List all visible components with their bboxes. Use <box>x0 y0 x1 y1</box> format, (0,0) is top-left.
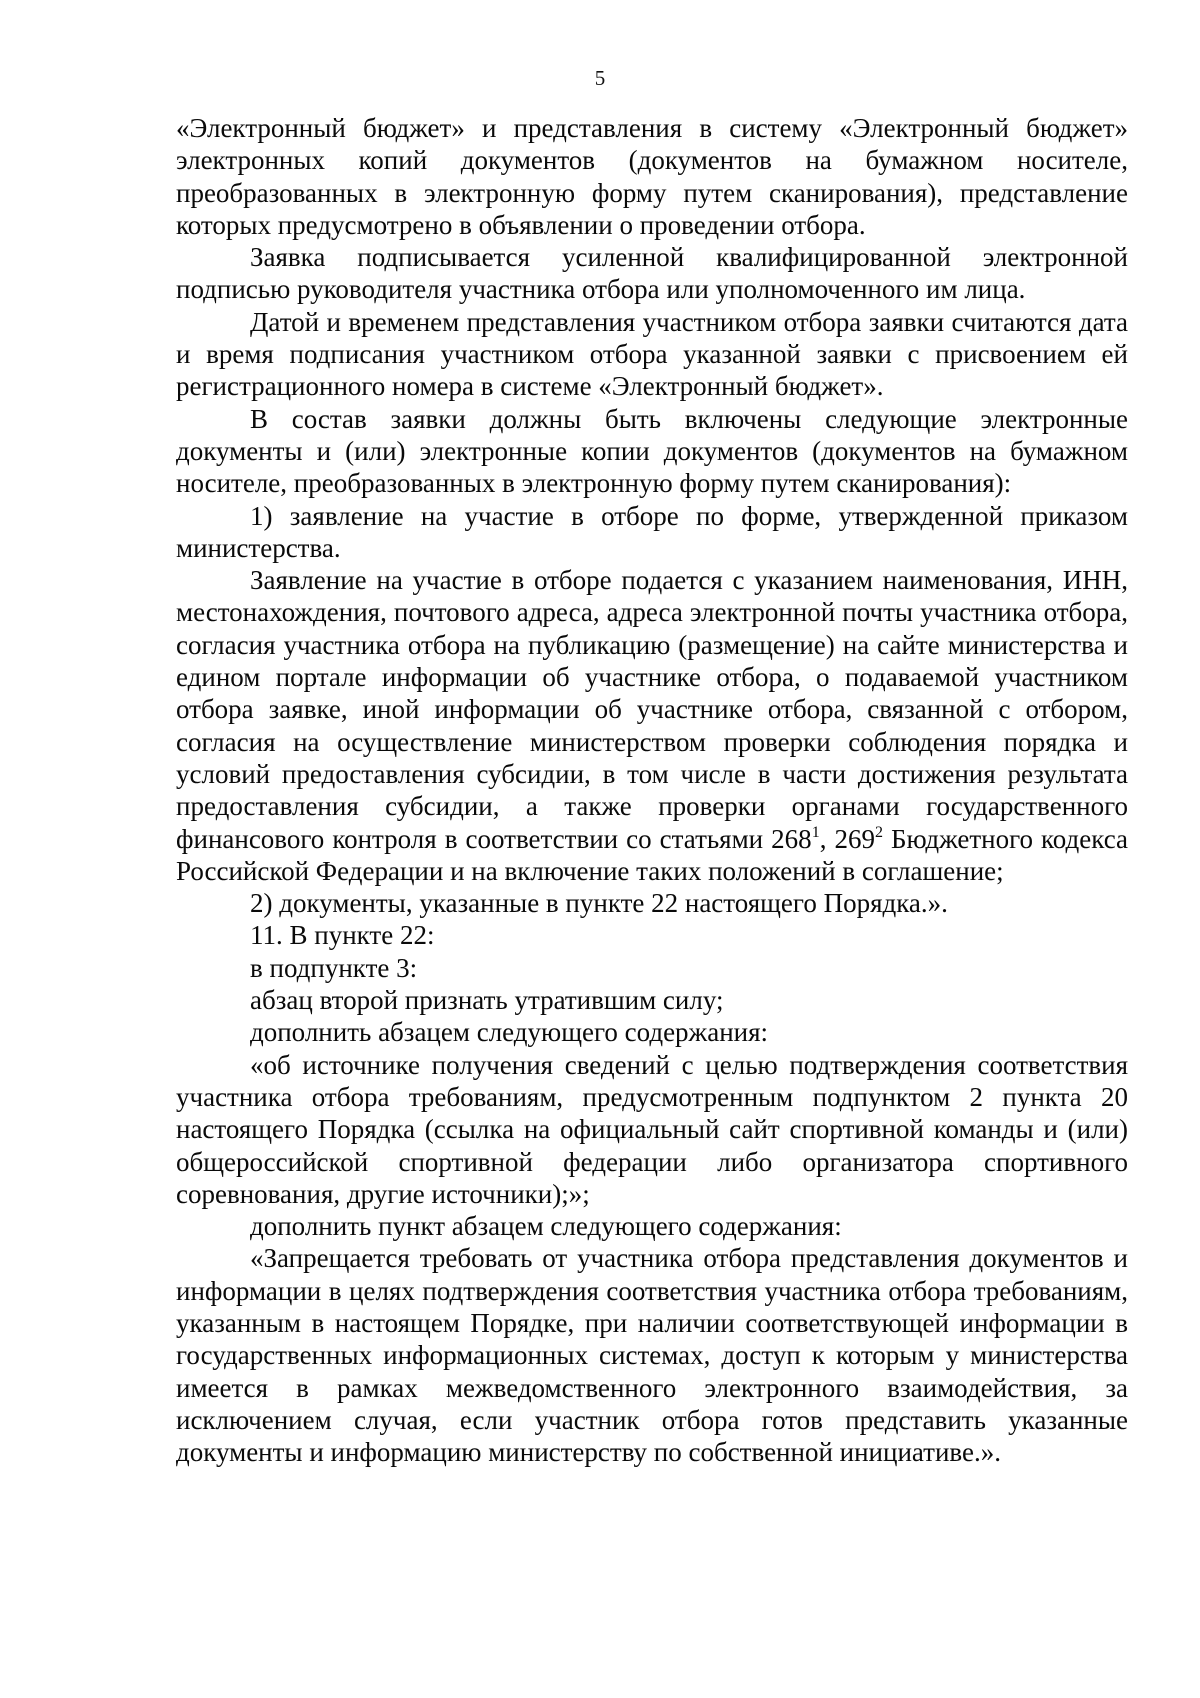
paragraph-application-details <box>176 564 1128 887</box>
document-body <box>176 112 1128 1468</box>
paragraph-application-contents: В состав заявки должны быть включены следующие электронные документы и (или) электронные копии документов (документов на бумажном носителе, преобразованных в электронную форму путем сканирования): <box>176 403 1128 499</box>
article-269-superscript: 2 <box>874 823 883 841</box>
paragraph-application-details-part-3: Бюджетного кодекса Российской Федерации и на включение таких положений в соглашение; <box>176 823 1128 886</box>
paragraph-repeal: абзац второй признать утратившим силу; <box>250 985 724 1016</box>
paragraph-subitem-3: в подпункте 3: <box>250 952 418 983</box>
paragraph-application-details-part-2: , 269 <box>819 823 875 854</box>
paragraph-submission-date: Датой и временем представления участником отбора заявки считаются дата и время подписания участником отбора указанной заявки с присвоением ей регистрационного номера в системе «Электронный бюджет». <box>176 306 1128 402</box>
paragraph-continuation: «Электронный бюджет» и представления в систему «Электронный бюджет» электронных копий документов (документов на бумажном носителе, преобразованных в электронную форму путем сканирования), представление которых предусмотрено в объявлении о проведении отбора. <box>176 113 1128 240</box>
paragraph-signature: Заявка подписывается усиленной квалифицированной электронной подписью руководителя участника отбора или уполномоченного им лица. <box>176 242 1128 305</box>
paragraph-prohibition: «Запрещается требовать от участника отбора представления документов и информации в целях подтверждения соответствия участника отбора требованиям, указанным в настоящем Порядке, при наличии соответствующей информации в государственных информационных системах, доступ к которым у министерства имеется в рамках межведомственного электронного взаимодействия, за исключением случая, если участник отбора готов представить указанные документы и информацию министерству по собственной инициативе.». <box>176 1243 1128 1468</box>
paragraph-source-info: «об источнике получения сведений с целью подтверждения соответствия участника отбора требованиям, предусмотренным подпунктом 2 пункта 20 настоящего Порядка (ссылка на официальный сайт спортивной команды и (или) общероссийской спортивной федерации либо организатора спортивного соревнования, другие источники);»; <box>176 1049 1128 1209</box>
article-268-superscript: 1 <box>811 823 820 841</box>
paragraph-add-point-clause: дополнить пункт абзацем следующего содержания: <box>250 1211 842 1242</box>
paragraph-section-11: 11. В пункте 22: <box>250 920 435 951</box>
page-number: 5 <box>594 66 606 90</box>
paragraph-item-1: 1) заявление на участие в отборе по форме, утвержденной приказом министерства. <box>176 500 1128 563</box>
paragraph-add-clause: дополнить абзацем следующего содержания: <box>250 1017 769 1048</box>
paragraph-application-details-part-1: Заявление на участие в отборе подается с указанием наименования, ИНН, местонахождения, почтового адреса, адреса электронной почты участника отбора, согласия участника отбора на публикацию (размещение) на сайте министерства и едином портале информации об участнике отбора, о подаваемой участником отбора заявке, иной информации об участнике отбора, связанной с отбором, согласия на осуществление министерством проверки соблюдения порядка и условий предоставления субсидии, в том числе в части достижения результата предоставления субсидии, а также проверки органами государственного финансового контроля в соответствии со статьями 268 <box>176 565 1128 854</box>
paragraph-item-2: 2) документы, указанные в пункте 22 настоящего Порядка.». <box>250 888 948 919</box>
